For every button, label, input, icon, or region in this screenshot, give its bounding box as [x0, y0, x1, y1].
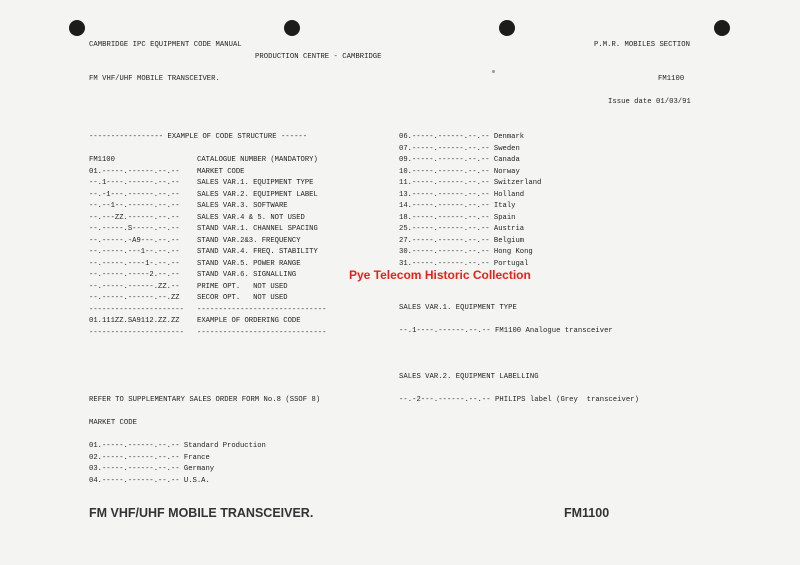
table-row: --.-1---.------.--.-- SALES VAR.2. EQUIPMENT LABEL [89, 190, 318, 199]
sales-var2-row: --.-2---.------.--.-- PHILIPS label (Grey transceiver) [399, 396, 639, 404]
collection-watermark: Pye Telecom Historic Collection [349, 268, 531, 282]
table-row: --.---ZZ.------.--.-- SALES VAR.4 & 5. NOT USED [89, 213, 305, 222]
punch-hole-1 [69, 20, 85, 36]
table-row: --.-----.-----2.--.-- STAND VAR.6. SIGNALLING [89, 271, 297, 279]
table-row: --.1----.------.--.-- SALES VAR.1. EQUIPMENT TYPE [89, 179, 314, 187]
list-item: 07.-----.------.--.-- Sweden [399, 144, 520, 153]
table-row: --.-----.-A9---.--.-- STAND VAR.2&3. FREQUENCY [89, 236, 301, 245]
production-centre: PRODUCTION CENTRE - CAMBRIDGE [255, 53, 382, 61]
footer-model-number: FM1100 [564, 506, 610, 520]
table-row: --.-----.---1--.--.-- STAND VAR.4. FREQ. STABILITY [89, 248, 318, 256]
manual-title: CAMBRIDGE IPC EQUIPMENT CODE MANUAL [89, 41, 242, 49]
list-item: 10.-----.------.--.-- Norway [399, 167, 520, 176]
table-row: ---------------------- ------------------------------ [89, 305, 327, 314]
list-item: 18.-----.------.--.-- Spain [399, 213, 516, 222]
product-title: FM VHF/UHF MOBILE TRANSCEIVER. [89, 75, 220, 83]
market-code-heading: MARKET CODE [89, 419, 137, 427]
market-code-list-continued [399, 132, 541, 270]
list-item: 11.-----.------.--.-- Switzerland [399, 179, 542, 187]
market-code-list [89, 441, 266, 487]
sales-var1-heading: SALES VAR.1. EQUIPMENT TYPE [399, 304, 517, 312]
punch-hole-4 [714, 20, 730, 36]
sales-var1-row: --.1----.------.--.-- FM1100 Analogue transceiver [399, 327, 613, 335]
ssof-reference: REFER TO SUPPLEMENTARY SALES ORDER FORM No.8 (SSOF 8) [89, 396, 321, 404]
table-row: 01.111ZZ.SA9112.ZZ.ZZ EXAMPLE OF ORDERING CODE [89, 317, 301, 325]
table-row: --.--1--.------.--.-- SALES VAR.3. SOFTWARE [89, 202, 288, 210]
list-item: 25.-----.------.--.-- Austria [399, 225, 525, 233]
list-item: 02.-----.------.--.-- France [89, 453, 210, 462]
table-row: --.-----.------.ZZ.-- PRIME OPT. NOT USED [89, 282, 288, 291]
table-row: FM1100 CATALOGUE NUMBER (MANDATORY) [89, 156, 318, 164]
table-row: 01.-----.------.--.-- MARKET CODE [89, 167, 245, 176]
footer-product-title: FM VHF/UHF MOBILE TRANSCEIVER. [89, 506, 314, 520]
example-heading: ----------------- EXAMPLE OF CODE STRUCTURE ------ [89, 133, 308, 141]
list-item: 14.-----.------.--.-- Italy [399, 202, 516, 210]
list-item: 31.-----.------.--.-- Portugal [399, 259, 529, 268]
issue-date: Issue date 01/03/91 [608, 98, 691, 106]
table-row: --.-----.S-----.--.-- STAND VAR.1. CHANNEL SPACING [89, 225, 318, 233]
paper-speck [492, 70, 495, 73]
list-item: 01.-----.------.--.-- Standard Production [89, 442, 266, 450]
punch-hole-2 [284, 20, 300, 36]
model-number: FM1100 [658, 75, 685, 83]
table-row: --.-----.----1-.--.-- STAND VAR.5. POWER RANGE [89, 259, 301, 268]
list-item: 30.-----.------.--.-- Hong Kong [399, 248, 533, 256]
list-item: 04.-----.------.--.-- U.S.A. [89, 476, 210, 485]
section-title: P.M.R. MOBILES SECTION [594, 41, 690, 49]
sales-var2-heading: SALES VAR.2. EQUIPMENT LABELLING [399, 373, 539, 381]
list-item: 13.-----.------.--.-- Holland [399, 190, 525, 199]
list-item: 03.-----.------.--.-- Germany [89, 465, 215, 473]
table-row: ---------------------- ------------------------------ [89, 328, 327, 337]
list-item: 06.-----.------.--.-- Denmark [399, 133, 525, 141]
list-item: 27.-----.------.--.-- Belgium [399, 236, 525, 245]
code-structure-table [89, 155, 349, 339]
table-row: --.-----.------.--.ZZ SECOR OPT. NOT USED [89, 294, 288, 302]
punch-hole-3 [499, 20, 515, 36]
list-item: 09.-----.------.--.-- Canada [399, 156, 520, 164]
